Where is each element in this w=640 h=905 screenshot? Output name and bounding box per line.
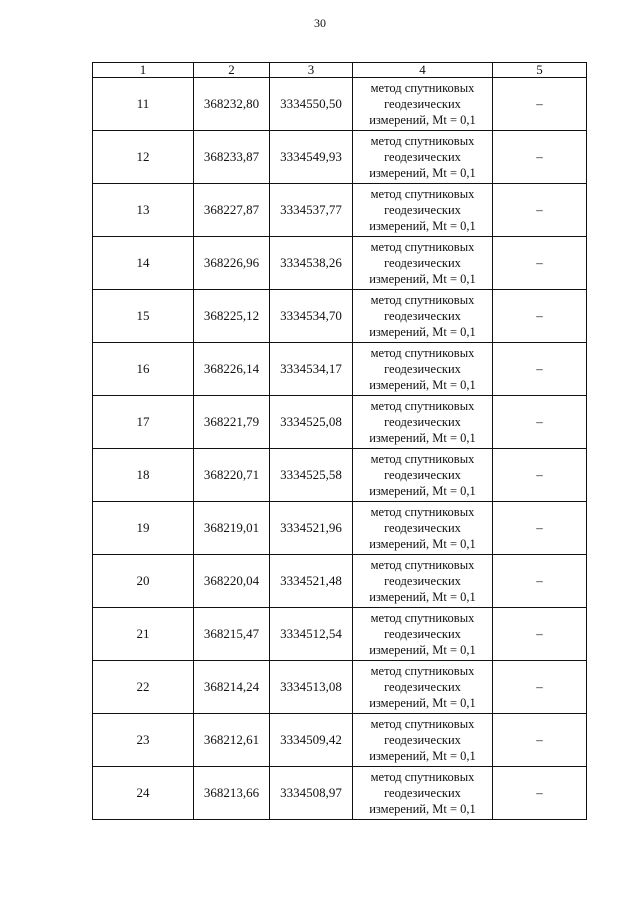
method-line-1: метод спутниковых (370, 717, 475, 731)
coordinate-y: 3334508,97 (270, 767, 353, 820)
table-row (93, 555, 587, 608)
method-line-2: геодезических (384, 680, 461, 694)
coordinate-y: 3334549,93 (270, 131, 353, 184)
method-line-2: геодезических (384, 468, 461, 482)
point-number: 20 (93, 555, 194, 608)
method-line-1: метод спутниковых (370, 558, 475, 572)
method-cell (353, 131, 493, 184)
method-line-2: геодезических (384, 362, 461, 376)
table-row (93, 396, 587, 449)
table-row (93, 608, 587, 661)
method-cell (353, 555, 493, 608)
coordinate-y: 3334538,26 (270, 237, 353, 290)
method-cell (353, 661, 493, 714)
table-header (93, 63, 587, 78)
method-line-2: геодезических (384, 415, 461, 429)
header-col-1: 1 (93, 63, 194, 78)
point-number: 13 (93, 184, 194, 237)
table-row (93, 661, 587, 714)
coordinate-y: 3334525,58 (270, 449, 353, 502)
page-number: 30 (314, 16, 326, 30)
method-line-3: измерений, Mt = 0,1 (369, 484, 476, 498)
note-cell: – (493, 767, 587, 820)
table-row (93, 131, 587, 184)
method-line-3: измерений, Mt = 0,1 (369, 219, 476, 233)
method-cell (353, 449, 493, 502)
coordinate-x: 368226,14 (194, 343, 270, 396)
method-line-2: геодезических (384, 203, 461, 217)
method-line-2: геодезических (384, 786, 461, 800)
method-line-1: метод спутниковых (370, 240, 475, 254)
table-row (93, 343, 587, 396)
method-line-3: измерений, Mt = 0,1 (369, 113, 476, 127)
header-col-3: 3 (270, 63, 353, 78)
table-row (93, 767, 587, 820)
method-cell (353, 767, 493, 820)
coordinate-x: 368220,71 (194, 449, 270, 502)
method-line-2: геодезических (384, 309, 461, 323)
method-cell (353, 714, 493, 767)
coordinate-y: 3334521,48 (270, 555, 353, 608)
method-line-1: метод спутниковых (370, 770, 475, 784)
table-row (93, 78, 587, 131)
method-line-1: метод спутниковых (370, 611, 475, 625)
point-number: 17 (93, 396, 194, 449)
coordinate-y: 3334537,77 (270, 184, 353, 237)
point-number: 16 (93, 343, 194, 396)
method-line-1: метод спутниковых (370, 134, 475, 148)
table-row (93, 714, 587, 767)
point-number: 15 (93, 290, 194, 343)
method-line-3: измерений, Mt = 0,1 (369, 325, 476, 339)
method-line-3: измерений, Mt = 0,1 (369, 378, 476, 392)
table-row (93, 290, 587, 343)
method-line-1: метод спутниковых (370, 293, 475, 307)
method-cell (353, 396, 493, 449)
note-cell: – (493, 555, 587, 608)
note-cell: – (493, 78, 587, 131)
point-number: 11 (93, 78, 194, 131)
header-col-2: 2 (194, 63, 270, 78)
coordinate-y: 3334534,70 (270, 290, 353, 343)
header-col-5: 5 (493, 63, 587, 78)
coordinate-x: 368213,66 (194, 767, 270, 820)
note-cell: – (493, 184, 587, 237)
coordinate-x: 368212,61 (194, 714, 270, 767)
method-cell (353, 78, 493, 131)
coordinate-x: 368227,87 (194, 184, 270, 237)
method-line-2: геодезических (384, 574, 461, 588)
method-line-1: метод спутниковых (370, 81, 475, 95)
method-cell (353, 502, 493, 555)
table-body (93, 78, 587, 820)
point-number: 18 (93, 449, 194, 502)
point-number: 23 (93, 714, 194, 767)
coordinate-x: 368233,87 (194, 131, 270, 184)
method-line-2: геодезических (384, 256, 461, 270)
coordinate-y: 3334550,50 (270, 78, 353, 131)
table-row (93, 237, 587, 290)
point-number: 14 (93, 237, 194, 290)
table-row (93, 502, 587, 555)
method-line-3: измерений, Mt = 0,1 (369, 537, 476, 551)
coordinate-x: 368221,79 (194, 396, 270, 449)
header-row (93, 63, 587, 78)
coordinate-x: 368220,04 (194, 555, 270, 608)
method-line-3: измерений, Mt = 0,1 (369, 166, 476, 180)
note-cell: – (493, 237, 587, 290)
note-cell: – (493, 343, 587, 396)
coordinate-x: 368225,12 (194, 290, 270, 343)
point-number: 12 (93, 131, 194, 184)
table-row (93, 449, 587, 502)
note-cell: – (493, 714, 587, 767)
method-line-1: метод спутниковых (370, 452, 475, 466)
note-cell: – (493, 608, 587, 661)
coordinate-y: 3334513,08 (270, 661, 353, 714)
method-line-1: метод спутниковых (370, 664, 475, 678)
table-row (93, 184, 587, 237)
point-number: 19 (93, 502, 194, 555)
coordinates-table (92, 62, 587, 820)
point-number: 24 (93, 767, 194, 820)
coordinate-x: 368226,96 (194, 237, 270, 290)
point-number: 21 (93, 608, 194, 661)
method-cell (353, 290, 493, 343)
method-cell (353, 184, 493, 237)
method-line-3: измерений, Mt = 0,1 (369, 802, 476, 816)
method-line-2: геодезических (384, 521, 461, 535)
note-cell: – (493, 396, 587, 449)
coordinate-y: 3334512,54 (270, 608, 353, 661)
coordinate-y: 3334534,17 (270, 343, 353, 396)
coordinate-x: 368219,01 (194, 502, 270, 555)
method-line-2: геодезических (384, 627, 461, 641)
note-cell: – (493, 290, 587, 343)
coordinate-y: 3334509,42 (270, 714, 353, 767)
method-line-1: метод спутниковых (370, 399, 475, 413)
method-line-3: измерений, Mt = 0,1 (369, 590, 476, 604)
note-cell: – (493, 449, 587, 502)
method-line-1: метод спутниковых (370, 505, 475, 519)
note-cell: – (493, 502, 587, 555)
coordinate-y: 3334521,96 (270, 502, 353, 555)
coordinate-x: 368215,47 (194, 608, 270, 661)
coordinate-x: 368214,24 (194, 661, 270, 714)
method-line-3: измерений, Mt = 0,1 (369, 272, 476, 286)
point-number: 22 (93, 661, 194, 714)
method-line-3: измерений, Mt = 0,1 (369, 643, 476, 657)
method-line-3: измерений, Mt = 0,1 (369, 431, 476, 445)
method-line-1: метод спутниковых (370, 346, 475, 360)
method-line-2: геодезических (384, 150, 461, 164)
method-line-3: измерений, Mt = 0,1 (369, 749, 476, 763)
method-line-3: измерений, Mt = 0,1 (369, 696, 476, 710)
method-line-2: геодезических (384, 97, 461, 111)
method-cell (353, 237, 493, 290)
note-cell: – (493, 131, 587, 184)
coordinate-x: 368232,80 (194, 78, 270, 131)
header-col-4: 4 (353, 63, 493, 78)
method-cell (353, 608, 493, 661)
method-line-1: метод спутниковых (370, 187, 475, 201)
method-cell (353, 343, 493, 396)
note-cell: – (493, 661, 587, 714)
method-line-2: геодезических (384, 733, 461, 747)
coordinate-y: 3334525,08 (270, 396, 353, 449)
